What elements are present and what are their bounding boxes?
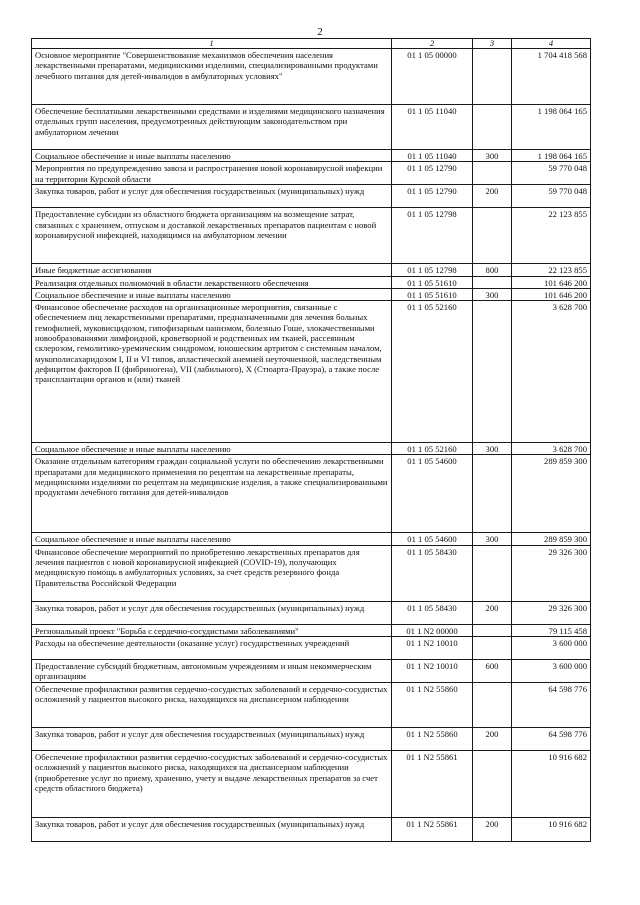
row-expense-type xyxy=(473,683,512,728)
row-expense-type xyxy=(473,49,512,105)
row-code: 01 1 N2 55860 xyxy=(392,728,473,751)
row-expense-type xyxy=(473,751,512,818)
row-name: Социальное обеспечение и иные выплаты населению xyxy=(32,443,392,455)
row-name: Финансовое обеспечение мероприятий по приобретению лекарственных препаратов для лечения пациентов с новой коронавирусной инфекцией (COVID-19), получающих медицинскую помощь в амбулаторных условиях, за счет средств резервного фонда Правительства Российской Федерации xyxy=(32,545,392,601)
table-body xyxy=(32,49,591,842)
table-row xyxy=(32,150,591,162)
header-col-1: 1 xyxy=(32,39,392,49)
row-code: 01 1 05 58430 xyxy=(392,545,473,601)
row-code: 01 1 N2 55860 xyxy=(392,683,473,728)
row-expense-type xyxy=(473,105,512,150)
row-amount: 101 646 200 xyxy=(512,288,591,300)
row-amount: 10 916 682 xyxy=(512,751,591,818)
row-code: 01 1 N2 55861 xyxy=(392,818,473,842)
table-row xyxy=(32,208,591,264)
table-row xyxy=(32,751,591,818)
row-amount: 3 628 700 xyxy=(512,443,591,455)
row-expense-type xyxy=(473,545,512,601)
row-expense-type xyxy=(473,208,512,264)
row-amount: 1 704 418 568 xyxy=(512,49,591,105)
row-name: Социальное обеспечение и иные выплаты населению xyxy=(32,288,392,300)
row-code: 01 1 05 12790 xyxy=(392,162,473,185)
row-code: 01 1 05 11040 xyxy=(392,150,473,162)
row-amount: 64 598 776 xyxy=(512,683,591,728)
row-code: 01 1 05 52160 xyxy=(392,443,473,455)
row-amount: 3 628 700 xyxy=(512,301,591,443)
row-amount: 1 198 064 165 xyxy=(512,150,591,162)
row-code: 01 1 05 51610 xyxy=(392,276,473,288)
table-row xyxy=(32,105,591,150)
row-amount: 29 326 300 xyxy=(512,545,591,601)
table-row xyxy=(32,637,591,660)
row-code: 01 1 N2 00000 xyxy=(392,624,473,636)
row-code: 01 1 N2 55861 xyxy=(392,751,473,818)
row-code: 01 1 05 12790 xyxy=(392,185,473,208)
row-name: Региональный проект "Борьба с сердечно-сосудистыми заболеваниями" xyxy=(32,624,392,636)
row-expense-type xyxy=(473,162,512,185)
row-name: Обеспечение бесплатными лекарственными средствами и изделиями медицинского назначения отдельных групп населения, предусмотренных действующим законодательством при амбулаторном лечении xyxy=(32,105,392,150)
row-code: 01 1 05 12798 xyxy=(392,264,473,276)
row-amount: 289 859 300 xyxy=(512,533,591,545)
row-name: Закупка товаров, работ и услуг для обеспечения государственных (муниципальных) нужд xyxy=(32,601,392,624)
row-name: Основное мероприятие "Совершенствование механизмов обеспечения населения лекарственными препаратами, медицинскими изделиями, специализированными продуктами лечебного питания для детей-инвалидов в амбулаторных условиях" xyxy=(32,49,392,105)
row-amount: 289 859 300 xyxy=(512,455,591,533)
row-amount: 3 600 000 xyxy=(512,660,591,683)
row-amount: 10 916 682 xyxy=(512,818,591,842)
table-row xyxy=(32,264,591,276)
row-expense-type xyxy=(473,276,512,288)
table-row xyxy=(32,301,591,443)
table-row xyxy=(32,660,591,683)
row-expense-type: 200 xyxy=(473,185,512,208)
row-amount: 59 770 048 xyxy=(512,162,591,185)
row-expense-type: 300 xyxy=(473,533,512,545)
row-expense-type xyxy=(473,455,512,533)
row-expense-type: 300 xyxy=(473,443,512,455)
row-expense-type: 300 xyxy=(473,288,512,300)
row-expense-type: 200 xyxy=(473,818,512,842)
table-row xyxy=(32,818,591,842)
row-code: 01 1 N2 10010 xyxy=(392,637,473,660)
table-row xyxy=(32,455,591,533)
row-code: 01 1 05 54600 xyxy=(392,533,473,545)
header-col-4: 4 xyxy=(512,39,591,49)
row-amount: 101 646 200 xyxy=(512,276,591,288)
row-name: Предоставление субсидий бюджетным, автономным учреждениям и иным некоммерческим организациям xyxy=(32,660,392,683)
table-row xyxy=(32,276,591,288)
row-name: Расходы на обеспечение деятельности (оказание услуг) государственных учреждений xyxy=(32,637,392,660)
table-row xyxy=(32,443,591,455)
table-row xyxy=(32,185,591,208)
row-name: Закупка товаров, работ и услуг для обеспечения государственных (муниципальных) нужд xyxy=(32,818,392,842)
row-name: Оказание отдельным категориям граждан социальной услуги по обеспечению лекарственными препаратами для медицинского применения по рецептам на лекарственные препараты, медицинскими изделиями по рецептам на медицинские изделия, а также специализированными продуктами лечебного питания для детей-инвалидов xyxy=(32,455,392,533)
row-expense-type xyxy=(473,301,512,443)
row-amount: 59 770 048 xyxy=(512,185,591,208)
row-amount: 1 198 064 165 xyxy=(512,105,591,150)
row-expense-type: 300 xyxy=(473,150,512,162)
table-row xyxy=(32,601,591,624)
row-expense-type: 600 xyxy=(473,660,512,683)
row-name: Мероприятия по предупреждению завоза и распространения новой коронавирусной инфекции на территории Курской области xyxy=(32,162,392,185)
header-col-2: 2 xyxy=(392,39,473,49)
row-amount: 64 598 776 xyxy=(512,728,591,751)
row-name: Финансовое обеспечение расходов на организационные мероприятия, связанные с обеспечением лиц лекарственными препаратами, предназначенными для лечения больных гемофилией, муковисцидозом, гипофизарным нанизмом, болезнью Гоше, злокачественными новообразованиями лимфоидной, кроветворной и родственных им тканей, рассеянным склерозом, гемолитико-уремическим синдромом, юношеским артритом с системным началом, мукополисахаридозом I, II и VI типов, апластической анемией неуточненной, наследственным дефицитом факторов II (фибриногена), VII (лабильного), X (Стюарта-Прауэра), а также после трансплантации органов и (или) тканей xyxy=(32,301,392,443)
row-name: Реализация отдельных полномочий в области лекарственного обеспечения xyxy=(32,276,392,288)
row-code: 01 1 05 11040 xyxy=(392,105,473,150)
row-code: 01 1 05 51610 xyxy=(392,288,473,300)
row-code: 01 1 05 52160 xyxy=(392,301,473,443)
row-code: 01 1 05 12798 xyxy=(392,208,473,264)
row-name: Обеспечение профилактики развития сердечно-сосудистых заболеваний и сердечно-сосудистых осложнений у пациентов высокого риска, находящихся на диспансерном наблюдении (приобретение услуг по приему, хранению, учету и выдаче лекарственных препаратов за счет средств областного бюджета) xyxy=(32,751,392,818)
row-name: Закупка товаров, работ и услуг для обеспечения государственных (муниципальных) нужд xyxy=(32,728,392,751)
row-name: Обеспечение профилактики развития сердечно-сосудистых заболеваний и сердечно-сосудистых осложнений у пациентов высокого риска, находящихся на диспансерном наблюдении xyxy=(32,683,392,728)
row-code: 01 1 05 58430 xyxy=(392,601,473,624)
row-name: Закупка товаров, работ и услуг для обеспечения государственных (муниципальных) нужд xyxy=(32,185,392,208)
row-amount: 79 115 458 xyxy=(512,624,591,636)
table-row xyxy=(32,624,591,636)
table-row xyxy=(32,288,591,300)
table-row xyxy=(32,545,591,601)
row-amount: 22 123 855 xyxy=(512,264,591,276)
row-expense-type xyxy=(473,637,512,660)
header-col-3: 3 xyxy=(473,39,512,49)
row-expense-type: 200 xyxy=(473,601,512,624)
row-code: 01 1 N2 10010 xyxy=(392,660,473,683)
row-expense-type xyxy=(473,624,512,636)
page-number: 2 xyxy=(317,26,323,38)
table-row xyxy=(32,683,591,728)
row-name: Социальное обеспечение и иные выплаты населению xyxy=(32,150,392,162)
row-amount: 29 326 300 xyxy=(512,601,591,624)
table-row xyxy=(32,49,591,105)
table-row xyxy=(32,533,591,545)
table-row xyxy=(32,162,591,185)
table-row xyxy=(32,728,591,751)
budget-table xyxy=(31,38,591,842)
row-name: Предоставление субсидии из областного бюджета организациям на возмещение затрат, связанных с хранением, отпуском и доставкой лекарственных препаратов пациентам с новой коронавирусной инфекцией, находящимся на амбулаторном лечении xyxy=(32,208,392,264)
row-code: 01 1 05 00000 xyxy=(392,49,473,105)
row-name: Социальное обеспечение и иные выплаты населению xyxy=(32,533,392,545)
table-header-row xyxy=(32,39,591,49)
row-expense-type: 800 xyxy=(473,264,512,276)
row-amount: 3 600 000 xyxy=(512,637,591,660)
row-amount: 22 123 855 xyxy=(512,208,591,264)
row-expense-type: 200 xyxy=(473,728,512,751)
row-code: 01 1 05 54600 xyxy=(392,455,473,533)
row-name: Иные бюджетные ассигнования xyxy=(32,264,392,276)
